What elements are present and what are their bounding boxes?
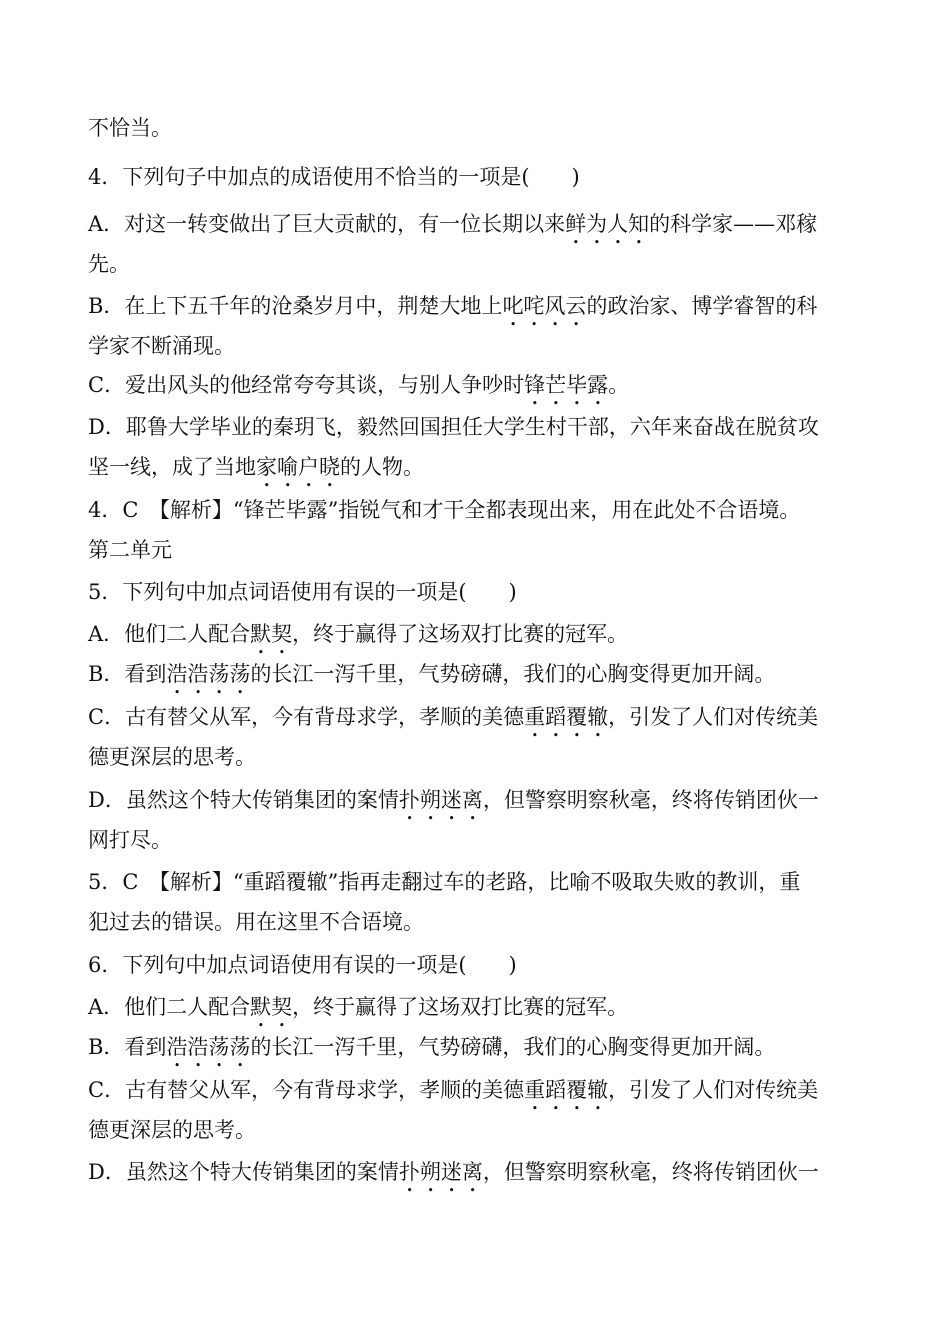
text-segment: D．虽然这个特大传销集团的案情 bbox=[88, 1160, 399, 1184]
text-segment: B．在上下五千年的沧桑岁月中，荆楚大地上 bbox=[88, 294, 503, 318]
text-line: 犯过去的错误。用在这里不合语境。 bbox=[88, 910, 424, 934]
text-line: 4．C 【解析】“锋芒毕露”指锐气和才干全都表现出来，用在此处不合语境。 bbox=[88, 498, 801, 522]
text-segment: B．看到 bbox=[88, 662, 167, 686]
text-line: 4．下列句子中加点的成语使用不恰当的一项是( ) bbox=[88, 165, 580, 189]
text-line: 德更深层的思考。 bbox=[88, 1118, 256, 1142]
text-segment: ，但警察明察秋毫，终将传销团伙一 bbox=[482, 788, 819, 812]
text-line: 先。 bbox=[88, 252, 130, 276]
text-segment: ，终于赢得了这场双打比赛的冠军。 bbox=[292, 995, 629, 1019]
text-segment: A．他们二人配合 bbox=[88, 995, 251, 1019]
text-segment: 坚一线，成了当地 bbox=[88, 455, 256, 479]
text-segment: C．古有替父从军，今有背母求学，孝顺的美德 bbox=[88, 705, 525, 729]
text-segment: A．对这一转变做出了巨大贡献的，有一位长期以来 bbox=[88, 212, 566, 236]
text-segment: ，引发了人们对传统美 bbox=[608, 1078, 819, 1102]
text-line bbox=[88, 659, 868, 689]
text-line bbox=[88, 619, 868, 649]
emphasized-idiom: 家喻户晓 bbox=[256, 455, 340, 479]
text-segment: B．看到 bbox=[88, 1035, 167, 1059]
emphasized-idiom: 重蹈覆辙 bbox=[524, 705, 609, 729]
text-segment: ，终于赢得了这场双打比赛的冠军。 bbox=[292, 622, 629, 646]
text-line: 网打尽。 bbox=[88, 828, 172, 852]
text-segment: 的政治家、博学睿智的科 bbox=[586, 294, 818, 318]
emphasized-idiom: 默契 bbox=[250, 622, 293, 646]
text-segment: 的长江一泻千里，气势磅礴，我们的心胸变得更加开阔。 bbox=[250, 662, 776, 686]
emphasized-idiom: 浩浩荡荡 bbox=[166, 662, 251, 686]
text-line: 第二单元 bbox=[88, 538, 172, 562]
text-line bbox=[88, 785, 868, 815]
text-segment: C．爱出风头的他经常夸夸其谈，与别人争吵时 bbox=[88, 373, 525, 397]
text-line bbox=[88, 291, 868, 321]
text-segment: 的科学家——邓稼 bbox=[649, 212, 818, 236]
emphasized-idiom: 锋芒毕露 bbox=[524, 373, 609, 397]
text-segment: C．古有替父从军，今有背母求学，孝顺的美德 bbox=[88, 1078, 525, 1102]
text-line: 5．下列句中加点词语使用有误的一项是( ) bbox=[88, 580, 517, 604]
text-line bbox=[88, 370, 868, 400]
emphasized-idiom: 默契 bbox=[250, 995, 293, 1019]
text-segment: ，引发了人们对传统美 bbox=[608, 705, 819, 729]
emphasized-idiom: 重蹈覆辙 bbox=[524, 1078, 609, 1102]
text-line bbox=[88, 702, 868, 732]
text-segment: D．虽然这个特大传销集团的案情 bbox=[88, 788, 399, 812]
text-segment: 的人物。 bbox=[340, 455, 424, 479]
text-line bbox=[88, 452, 868, 482]
emphasized-idiom: 叱咤风云 bbox=[502, 294, 587, 318]
text-line bbox=[88, 992, 868, 1022]
text-line: 6．下列句中加点词语使用有误的一项是( ) bbox=[88, 953, 517, 977]
text-line: 不恰当。 bbox=[88, 116, 172, 140]
text-line bbox=[88, 1032, 868, 1062]
emphasized-idiom: 鲜为人知 bbox=[565, 212, 650, 236]
text-line bbox=[88, 1157, 868, 1187]
text-segment: ，但警察明察秋毫，终将传销团伙一 bbox=[482, 1160, 819, 1184]
emphasized-idiom: 浩浩荡荡 bbox=[166, 1035, 251, 1059]
emphasized-idiom: 扑朔迷离 bbox=[398, 788, 483, 812]
text-segment: A．他们二人配合 bbox=[88, 622, 251, 646]
text-line: D．耶鲁大学毕业的秦玥飞，毅然回国担任大学生村干部，六年来奋战在脱贫攻 bbox=[88, 415, 819, 439]
text-line bbox=[88, 209, 868, 239]
text-line: 学家不断涌现。 bbox=[88, 334, 235, 358]
text-line: 德更深层的思考。 bbox=[88, 745, 256, 769]
text-line bbox=[88, 1075, 868, 1105]
text-segment: 。 bbox=[608, 373, 630, 397]
text-segment: 的长江一泻千里，气势磅礴，我们的心胸变得更加开阔。 bbox=[250, 1035, 776, 1059]
text-line: 5．C 【解析】“重蹈覆辙”指再走翻过车的老路，比喻不吸取失败的教训，重 bbox=[88, 870, 801, 894]
emphasized-idiom: 扑朔迷离 bbox=[398, 1160, 483, 1184]
